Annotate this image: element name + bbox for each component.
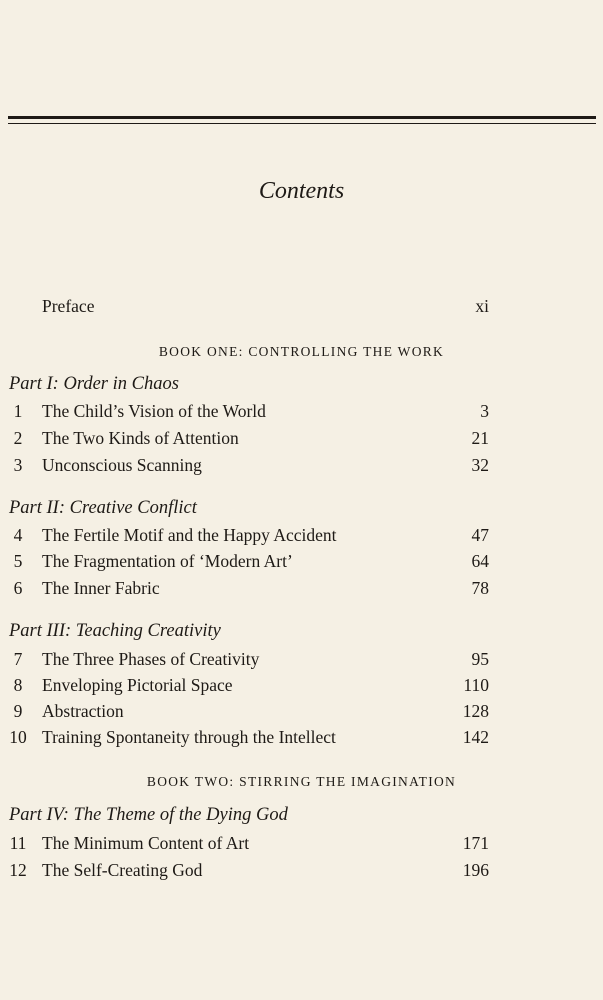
chapter-page: 3: [480, 401, 489, 421]
toc-entry: [0, 428, 603, 454]
chapter-number: 1: [13, 401, 23, 421]
chapter-title: The Two Kinds of Attention: [42, 428, 239, 448]
chapter-title: Enveloping Pictorial Space: [42, 675, 233, 695]
book-one-heading: BOOK ONE: CONTROLLING THE WORK: [158, 344, 445, 359]
chapter-title: Abstraction: [42, 701, 124, 721]
chapter-number: 2: [13, 428, 23, 448]
toc-entry: [0, 727, 603, 753]
book-two-heading: BOOK TWO: STIRRING THE IMAGINATION: [146, 774, 457, 789]
chapter-page: 32: [471, 455, 489, 475]
chapter-number: 8: [13, 675, 23, 695]
chapter-page: 64: [471, 551, 489, 571]
chapter-title: The Self-Creating God: [42, 860, 203, 880]
chapter-number: 6: [13, 578, 23, 598]
part-four-heading: Part IV: The Theme of the Dying God: [9, 805, 288, 825]
page-title: Contents: [258, 178, 345, 204]
chapter-title: Training Spontaneity through the Intellect: [42, 727, 336, 747]
part-one-heading: Part I: Order in Chaos: [9, 374, 179, 394]
toc-entry: [0, 649, 603, 675]
toc-entry: [0, 578, 603, 604]
header-rule-thin: [8, 123, 596, 124]
toc-entry: [0, 551, 603, 577]
chapter-page: 128: [462, 701, 489, 721]
chapter-number: 3: [13, 455, 23, 475]
chapter-title: The Inner Fabric: [42, 578, 160, 598]
chapter-title: The Child’s Vision of the World: [42, 401, 266, 421]
part-three-heading: Part III: Teaching Creativity: [9, 621, 221, 641]
chapter-page: 171: [462, 833, 489, 853]
toc-entry: [0, 525, 603, 551]
toc-entry: [0, 401, 603, 427]
chapter-page: 110: [463, 675, 489, 695]
toc-entry: [0, 701, 603, 727]
chapter-number: 11: [9, 833, 27, 853]
preface-page-number: xi: [475, 296, 489, 316]
chapter-number: 4: [13, 525, 23, 545]
chapter-page: 142: [462, 727, 489, 747]
header-rule-thick: [8, 116, 596, 119]
chapter-number: 9: [13, 701, 23, 721]
toc-entry: [0, 860, 603, 886]
toc-entry: [0, 675, 603, 701]
chapter-number: 7: [13, 649, 23, 669]
chapter-number: 10: [9, 727, 27, 747]
preface-label: Preface: [42, 296, 95, 316]
chapter-title: The Fertile Motif and the Happy Accident: [42, 525, 337, 545]
chapter-title: The Minimum Content of Art: [42, 833, 250, 853]
part-two-heading: Part II: Creative Conflict: [9, 498, 197, 518]
chapter-page: 95: [471, 649, 489, 669]
chapter-page: 78: [471, 578, 489, 598]
chapter-title: The Three Phases of Creativity: [42, 649, 260, 669]
chapter-title: Unconscious Scanning: [42, 455, 202, 475]
chapter-title: The Fragmentation of ‘Modern Art’: [42, 551, 293, 571]
chapter-page: 196: [462, 860, 489, 880]
toc-entry: [0, 455, 603, 481]
chapter-number: 12: [9, 860, 27, 880]
chapter-page: 47: [471, 525, 489, 545]
chapter-page: 21: [471, 428, 489, 448]
chapter-number: 5: [13, 551, 23, 571]
toc-entry: [0, 833, 603, 859]
